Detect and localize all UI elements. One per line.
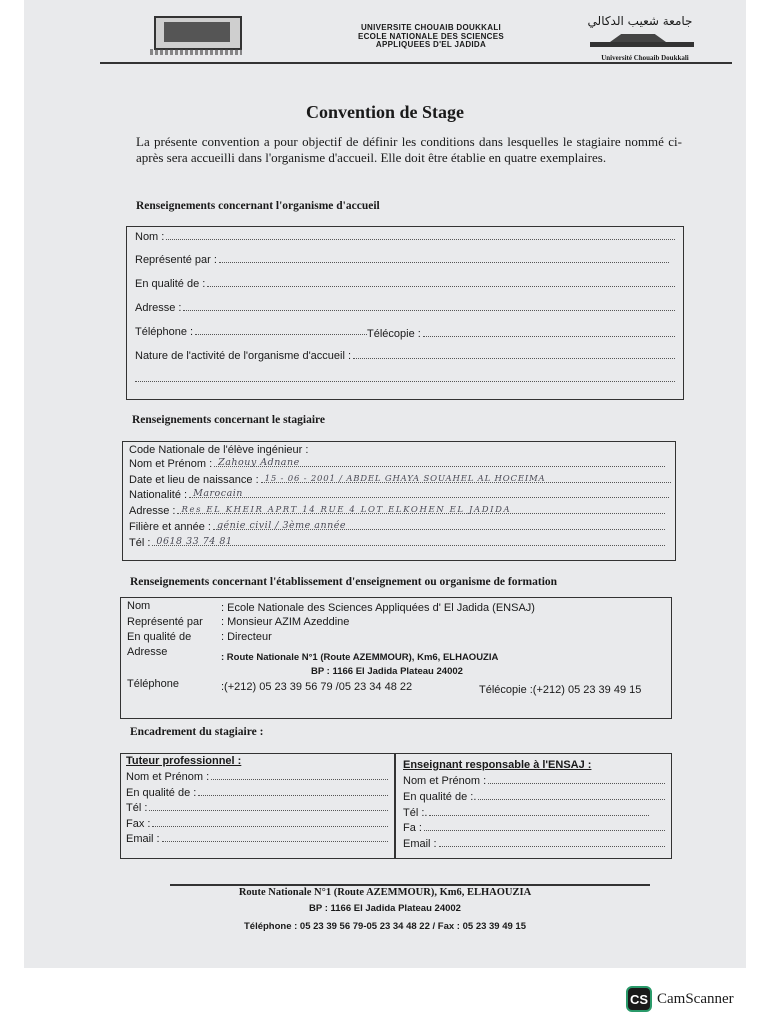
field-label: Télécopie :: [367, 328, 421, 340]
handwritten-value: génie civil / 3ème année: [216, 520, 346, 531]
enseignant-title: Enseignant responsable à l'ENSAJ :: [403, 759, 592, 771]
enseignant-email-field[interactable]: [403, 838, 665, 850]
enseignant-nom-field[interactable]: [403, 775, 665, 787]
field-label: Email :: [403, 838, 437, 850]
column-divider: [394, 754, 396, 858]
camscanner-watermark: [626, 986, 734, 1012]
tuteur-nom-field[interactable]: [126, 771, 388, 783]
field-label: Nationalité :: [129, 489, 188, 501]
etab-nom-value: : Ecole Nationale des Sciences Appliquées d' El Jadida (ENSAJ): [221, 602, 535, 614]
field-label: Nom et Prénom :: [126, 771, 210, 783]
field-label: Date et lieu de naissance :: [129, 474, 259, 486]
document-page: [24, 0, 746, 968]
accueil-box: [126, 226, 684, 400]
handwritten-value: Res EL KHEIR APRT 14 RUE 4 LOT ELKOHEN EL JADIDA: [181, 505, 512, 515]
field-label: Adresse :: [129, 505, 176, 517]
tuteur-qualite-field[interactable]: [126, 787, 388, 799]
field-label: Filière et année :: [129, 521, 211, 533]
field-label: Email :: [126, 833, 160, 845]
etab-rep-label: Représenté par: [127, 616, 203, 628]
footer-bp-line: BP : 1166 El Jadida Plateau 24002: [309, 903, 461, 914]
footer-address-line: Route Nationale N°1 (Route AZEMMOUR), Km6, ELHAOUZIA: [238, 887, 532, 898]
tuteur-tel-field[interactable]: [126, 802, 388, 814]
etab-fax-value: Télécopie :(+212) 05 23 39 49 15: [479, 684, 642, 696]
field-label: Fax :: [126, 818, 151, 830]
accueil-represente-field[interactable]: [135, 254, 669, 266]
field-label: Code Nationale de l'élève ingénieur :: [129, 444, 309, 456]
field-label: En qualité de :: [126, 787, 197, 799]
field-label: Fa :: [403, 822, 422, 834]
field-label: Nom :: [135, 231, 165, 243]
field-label: Téléphone :: [135, 326, 194, 338]
handwritten-value: Marocain: [193, 488, 243, 499]
university-line: UNIVERSITE CHOUAIB DOUKKALI: [360, 23, 502, 32]
field-label: Tél :: [126, 802, 148, 814]
section-heading-encadrement: Encadrement du stagiaire :: [130, 726, 264, 738]
accueil-nature-field[interactable]: [135, 350, 675, 362]
footer-divider: [170, 884, 650, 886]
accueil-nom-field[interactable]: [135, 231, 675, 243]
section-heading-etablissement: Renseignements concernant l'établissement d'enseignement ou organisme de formation: [130, 576, 558, 588]
handwritten-value: 15 - 06 - 2001 / ABDEL GHAYA SOUAHEL AL HOCEIMA: [264, 474, 546, 484]
university-line: ECOLE NATIONALE DES SCIENCES: [357, 31, 505, 41]
arabic-university-name: جامعة شعيب الدكالي: [587, 14, 693, 28]
stagiaire-nationalite-field[interactable]: [129, 489, 669, 501]
stagiaire-box: [122, 441, 676, 561]
encadrement-box: [120, 753, 672, 859]
etab-rep-value: : Monsieur AZIM Azeddine: [221, 616, 350, 628]
page-title: Convention de Stage: [305, 102, 464, 122]
stagiaire-naissance-field[interactable]: [129, 474, 671, 486]
field-label: Tél :: [129, 537, 151, 549]
stagiaire-nom-field[interactable]: [129, 458, 665, 470]
etablissement-box: [120, 597, 672, 719]
university-header: [316, 24, 546, 50]
university-logo: [590, 30, 694, 54]
etab-qual-value: : Directeur: [221, 631, 272, 643]
field-label: En qualité de :.: [403, 791, 477, 803]
etab-addr-label: Adresse: [127, 646, 168, 658]
stagiaire-code-field[interactable]: [129, 444, 429, 456]
camscanner-label: CamScanner: [657, 990, 734, 1007]
etab-addr-value1: : Route Nationale N°1 (Route AZEMMOUR), Km6, ELHAOUZIA: [221, 652, 499, 663]
handwritten-value: Zahouy Adnane: [218, 457, 300, 468]
stagiaire-adresse-field[interactable]: [129, 505, 665, 517]
intro-paragraph: La présente convention a pour objectif de définir les conditions dans lesquelles le stagiaire nommé ci-après sera accueilli dans l'organisme d'accueil. Elle doit être établie en quatre exemplaires.: [136, 134, 682, 165]
tuteur-title: Tuteur professionnel :: [126, 755, 242, 767]
handwritten-value: 0618 33 74 81: [156, 536, 233, 547]
etab-tel-label: Téléphone: [127, 678, 179, 690]
enseignant-qualite-field[interactable]: [403, 791, 665, 803]
university-latin-name: Université Chouaib Doukkali: [601, 54, 689, 62]
tuteur-email-field[interactable]: [126, 833, 388, 845]
accueil-telecopie-field[interactable]: [367, 328, 675, 340]
field-label: Nom et Prénom :: [403, 775, 487, 787]
stagiaire-filiere-field[interactable]: [129, 521, 665, 533]
tuteur-fax-field[interactable]: [126, 818, 388, 830]
field-label: Représenté par :: [135, 254, 217, 266]
etab-tel-value: :(+212) 05 23 39 56 79 /05 23 34 48 22: [221, 681, 413, 693]
field-label: Nature de l'activité de l'organisme d'accueil :: [135, 350, 352, 362]
camscanner-icon: CS: [626, 986, 652, 1012]
university-line: APPLIQUEES D'EL JADIDA: [375, 40, 487, 49]
etab-qual-label: En qualité de: [127, 631, 192, 643]
field-label: Nom et Prénom :: [129, 458, 213, 470]
section-heading-stagiaire: Renseignements concernant le stagiaire: [132, 414, 326, 426]
ensaj-logo: [154, 16, 242, 50]
accueil-telephone-field[interactable]: [135, 326, 367, 338]
section-heading-accueil: Renseignements concernant l'organisme d'accueil: [136, 200, 380, 212]
stagiaire-tel-field[interactable]: [129, 537, 665, 549]
accueil-nature-continuation[interactable]: [135, 373, 675, 382]
accueil-qualite-field[interactable]: [135, 278, 675, 290]
enseignant-tel-field[interactable]: [403, 807, 649, 819]
field-label: Tél :.: [403, 807, 428, 819]
field-label: En qualité de :: [135, 278, 206, 290]
footer-contact-line: Téléphone : 05 23 39 56 79-05 23 34 48 22 / Fax : 05 23 39 49 15: [243, 921, 527, 932]
accueil-adresse-field[interactable]: [135, 302, 675, 314]
ensaj-logo-caption: [150, 49, 242, 55]
enseignant-fax-field[interactable]: [403, 822, 665, 834]
etab-nom-label: Nom: [127, 600, 151, 612]
header-divider: [100, 62, 732, 64]
etab-addr-value2: BP : 1166 El Jadida Plateau 24002: [311, 666, 463, 677]
field-label: Adresse :: [135, 302, 182, 314]
